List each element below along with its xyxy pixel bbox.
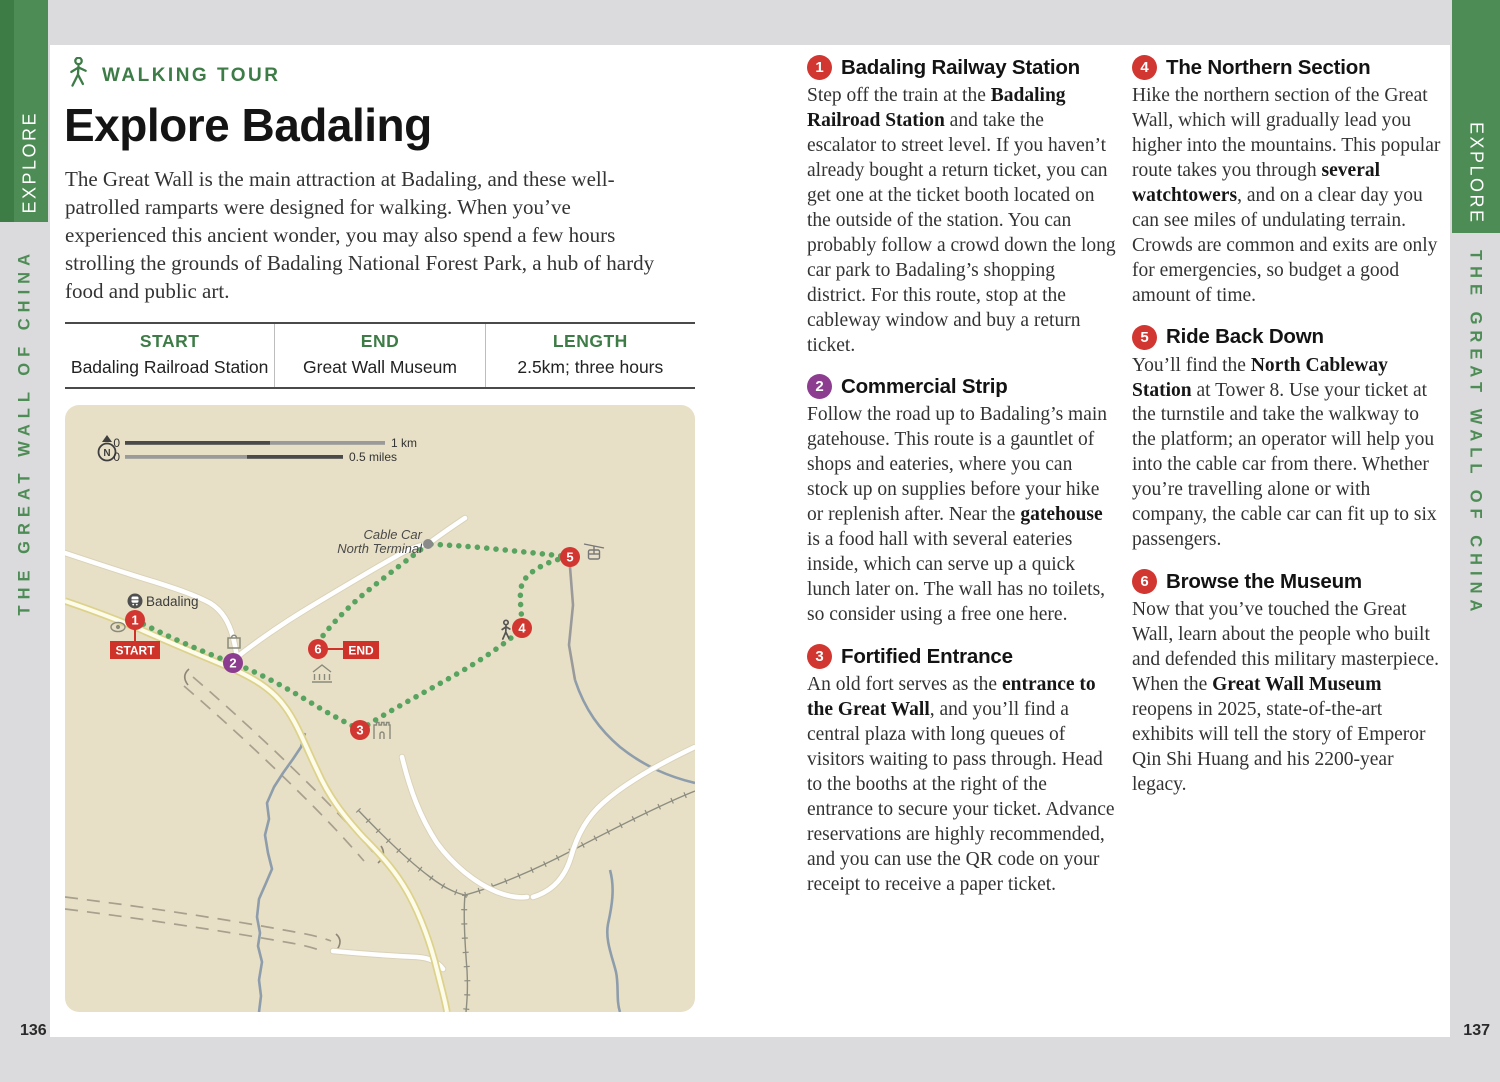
chapter-title-right: THE GREAT WALL OF CHINA — [1466, 250, 1485, 618]
page-number-left: 136 — [20, 1022, 47, 1039]
map-marker-5 — [560, 547, 580, 567]
station-label: Badaling — [146, 594, 199, 609]
info-value: 2.5km; three hours — [517, 357, 664, 377]
svg-text:N: N — [103, 448, 111, 459]
step-number-badge: 3 — [807, 644, 832, 669]
svg-text:0: 0 — [113, 450, 120, 464]
step-heading — [807, 374, 1117, 399]
step-title: Badaling Railway Station — [841, 55, 1080, 79]
info-value: Great Wall Museum — [303, 357, 457, 377]
map-marker-2 — [223, 653, 243, 673]
station-icon — [128, 594, 143, 609]
step-title: Browse the Museum — [1166, 569, 1362, 593]
info-header: START — [139, 331, 200, 351]
map-background — [65, 405, 695, 1012]
section-tab-label: EXPLORE — [1466, 122, 1487, 225]
svg-text:0: 0 — [113, 436, 120, 450]
step-number-badge: 1 — [807, 55, 832, 80]
step-number-badge: 2 — [807, 374, 832, 399]
step-number-badge: 6 — [1132, 569, 1157, 594]
svg-text:0.5 miles: 0.5 miles — [349, 450, 398, 464]
step-body: Step off the train at the Badaling Railroad Station and take the escalator to street level. If you haven’t already bought a return ticket, you can get one at the ticket booth located on the outside of the station. You can probably follow a crowd down the long car park to Badaling’s shopping district. For this route, stop at the cableway window and buy a return ticket. — [807, 85, 1116, 356]
page-title: Explore Badaling — [64, 99, 432, 151]
map-marker-3 — [350, 720, 370, 740]
svg-text:START: START — [115, 643, 155, 658]
terminal-label-line2: North Terminal — [337, 541, 422, 556]
info-col-end — [274, 324, 484, 387]
step-title: Commercial Strip — [841, 374, 1008, 398]
svg-text:4: 4 — [518, 620, 526, 636]
tour-step-2 — [807, 374, 1117, 628]
section-tab-label: EXPLORE — [19, 111, 40, 214]
svg-text:6: 6 — [314, 641, 322, 657]
info-value: Badaling Railroad Station — [70, 357, 269, 377]
map-svg — [65, 405, 695, 1012]
page-number-right: 137 — [1463, 1022, 1490, 1039]
svg-text:2: 2 — [229, 655, 237, 671]
terminal-label-line1: Cable Car — [363, 527, 422, 542]
info-col-start — [65, 324, 274, 387]
walking-tour-map — [65, 405, 695, 1017]
step-body: You’ll find the North Cableway Station at Tower 8. Use your ticket at the turnstile and take the walkway to the platform; an operator will help you into the cable car from there. Whether you’re travelling alone or with company, the cable car can fit up to six passengers. — [1132, 354, 1437, 551]
tour-step-6 — [1132, 569, 1442, 798]
map-marker-1 — [125, 610, 145, 630]
step-number-badge: 4 — [1132, 55, 1157, 80]
map-marker-4 — [512, 618, 532, 638]
svg-text:1: 1 — [131, 612, 139, 628]
cable-car-terminal-dot — [423, 539, 433, 549]
svg-text:5: 5 — [566, 549, 574, 565]
tour-step-4 — [1132, 55, 1442, 309]
step-heading — [1132, 569, 1442, 594]
section-tab-right — [1452, 0, 1500, 233]
svg-text:1 km: 1 km — [391, 436, 418, 450]
step-body: Hike the northern section of the Great Wall, which will gradually lead you higher into the mountains. This popular route takes you through several watchtowers, and on a clear day you can see miles of undulating terrain. Crowds are common and exits are only for emergencies, so budget a good amount of time. — [1132, 85, 1441, 306]
kicker-label: WALKING TOUR — [102, 65, 281, 86]
step-heading — [1132, 55, 1442, 80]
end-badge — [343, 641, 379, 659]
steps-column-1 — [807, 55, 1117, 914]
step-heading — [1132, 325, 1442, 350]
tour-step-1 — [807, 55, 1117, 358]
chapter-title-left: THE GREAT WALL OF CHINA — [15, 248, 34, 616]
step-heading — [807, 55, 1117, 80]
step-body: Follow the road up to Badaling’s main gatehouse. This route is a gauntlet of shops and eateries, where you can stock up on supplies before your hike or replenish after. Near the gatehouse is a food hall with several eateries inside, which can serve up a quick lunch later on. The wall has no toilets, so consider using a free one here. — [807, 404, 1108, 626]
step-body: Now that you’ve touched the Great Wall, learn about the people who built and defended this military masterpiece. When the Great Wall Museum reopens in 2025, state-of-the-art exhibits will tell the story of Emperor Qin Shi Huang and his 2200-year legacy. — [1132, 599, 1440, 795]
tour-step-5 — [1132, 325, 1442, 554]
steps-column-2 — [1132, 55, 1442, 814]
start-badge — [110, 641, 160, 659]
info-header: END — [360, 331, 400, 351]
info-col-length — [485, 324, 695, 387]
svg-text:3: 3 — [356, 722, 364, 738]
map-marker-6 — [308, 639, 328, 659]
svg-text:END: END — [348, 643, 374, 658]
section-tab-left — [0, 0, 48, 222]
step-title: Fortified Entrance — [841, 644, 1013, 668]
step-title: Ride Back Down — [1166, 325, 1324, 349]
step-heading — [807, 644, 1117, 669]
walking-person-icon — [65, 57, 92, 95]
info-header: LENGTH — [552, 331, 628, 351]
tour-info-table — [65, 322, 695, 389]
tour-step-3 — [807, 644, 1117, 898]
step-number-badge: 5 — [1132, 325, 1157, 350]
intro-paragraph: The Great Wall is the main attraction at Badaling, and these well-patrolled ramparts were designed for walking. When you’ve experienced this ancient wonder, you may also spend a few hours strolling the grounds of Badaling National Forest Park, a hub of hardy food and public art. — [65, 167, 655, 303]
kicker — [65, 57, 280, 95]
step-title: The Northern Section — [1166, 55, 1371, 79]
step-body: An old fort serves as the entrance to the Great Wall, and you’ll find a central plaza with long queues of visitors waiting to pass through. Head to the booths at the right of the entrance to secure your ticket. Advance reservations are highly recommended, and you can use the QR code on your receipt to receive a paper ticket. — [807, 674, 1115, 895]
